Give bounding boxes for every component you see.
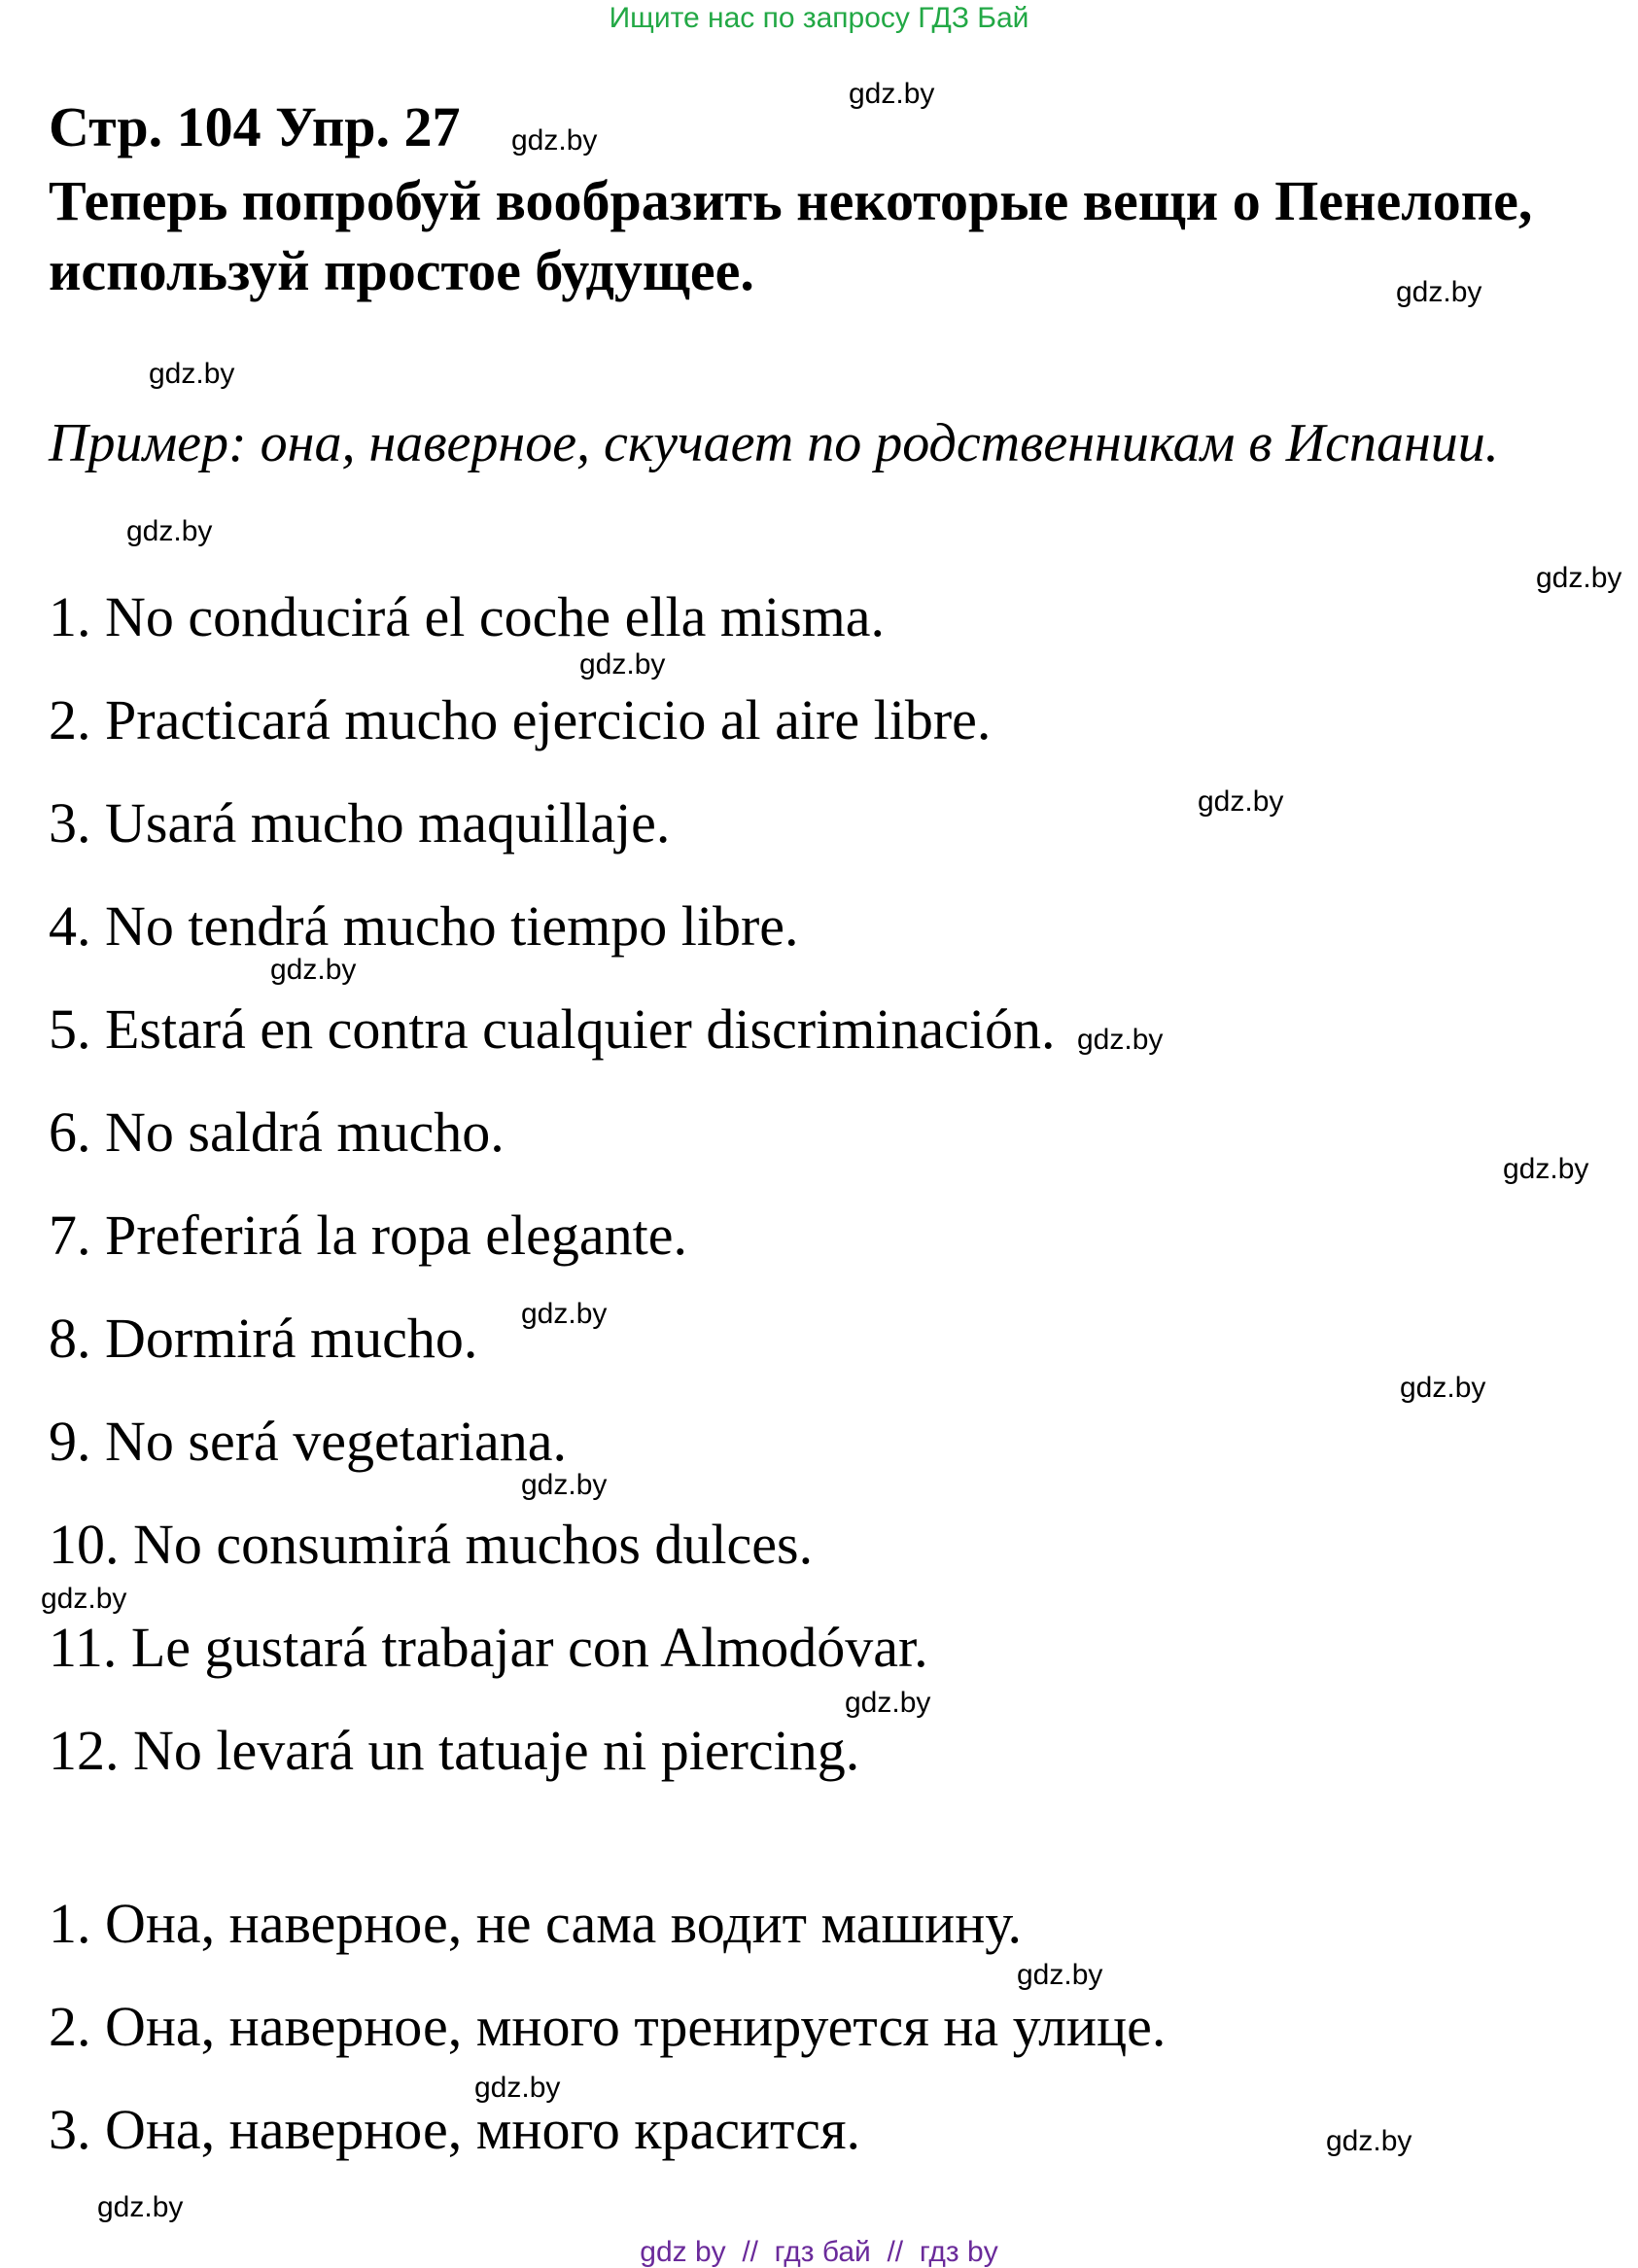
footer-watermark: gdz by // гдз бай // гдз by xyxy=(640,2236,998,2268)
sentence-item: 7. Preferirá la ropa elegante. xyxy=(49,1204,687,1267)
instruction-line-2: используй простое будущее. xyxy=(49,239,754,302)
watermark: gdz.by xyxy=(1198,785,1284,818)
instruction-line-1: Теперь попробуй вообразить некоторые вещи о Пенелопе, xyxy=(49,169,1533,232)
sentence-item: 6. No saldrá mucho. xyxy=(49,1100,505,1164)
watermark: gdz.by xyxy=(1396,276,1482,308)
sentence-item: 2. Practicará mucho ejercicio al aire libre. xyxy=(49,688,992,751)
watermark: gdz.by xyxy=(270,954,357,986)
watermark: gdz.by xyxy=(97,2191,184,2223)
watermark: gdz.by xyxy=(126,515,213,547)
watermark: gdz.by xyxy=(1077,1024,1164,1056)
sentence-item: 1. No conducirá el coche ella misma. xyxy=(49,585,886,648)
watermark: gdz.by xyxy=(1400,1372,1486,1404)
watermark: gdz.by xyxy=(845,1687,931,1719)
watermark: gdz.by xyxy=(474,2072,561,2104)
watermark: gdz.by xyxy=(1503,1153,1589,1185)
watermark: gdz.by xyxy=(521,1469,608,1501)
translation-item: 2. Она, наверное, много тренируется на улице. xyxy=(49,1995,1167,2058)
sentence-item: 8. Dormirá mucho. xyxy=(49,1307,478,1370)
watermark: gdz.by xyxy=(579,648,666,680)
example-line: Пример: она, наверное, скучает по родственникам в Испании. xyxy=(49,413,1499,473)
watermark: gdz.by xyxy=(1536,562,1622,594)
sentence-item: 5. Estará en contra cualquier discriminación. xyxy=(49,997,1056,1061)
translation-item: 1. Она, наверное, не сама водит машину. xyxy=(49,1892,1022,1955)
search-banner: Ищите нас по запросу ГДЗ Бай xyxy=(609,2,1029,34)
sentence-item: 10. No consumirá muchos dulces. xyxy=(49,1513,814,1576)
watermark: gdz.by xyxy=(521,1298,608,1330)
watermark: gdz.by xyxy=(41,1583,127,1615)
sentence-item: 11. Le gustará trabajar con Almodóvar. xyxy=(49,1616,928,1679)
sentence-item: 12. No levará un tatuaje ni piercing. xyxy=(49,1719,860,1782)
watermark: gdz.by xyxy=(511,124,598,157)
watermark: gdz.by xyxy=(1017,1959,1103,1991)
translation-item: 3. Она, наверное, много красится. xyxy=(49,2098,860,2161)
page-title: Стр. 104 Упр. 27 xyxy=(49,95,461,158)
sentence-item: 3. Usará mucho maquillaje. xyxy=(49,791,671,855)
watermark: gdz.by xyxy=(849,78,935,110)
sentence-item: 9. No será vegetariana. xyxy=(49,1410,568,1473)
sentence-item: 4. No tendrá mucho tiempo libre. xyxy=(49,894,799,958)
watermark: gdz.by xyxy=(1326,2125,1412,2157)
watermark: gdz.by xyxy=(149,358,235,390)
